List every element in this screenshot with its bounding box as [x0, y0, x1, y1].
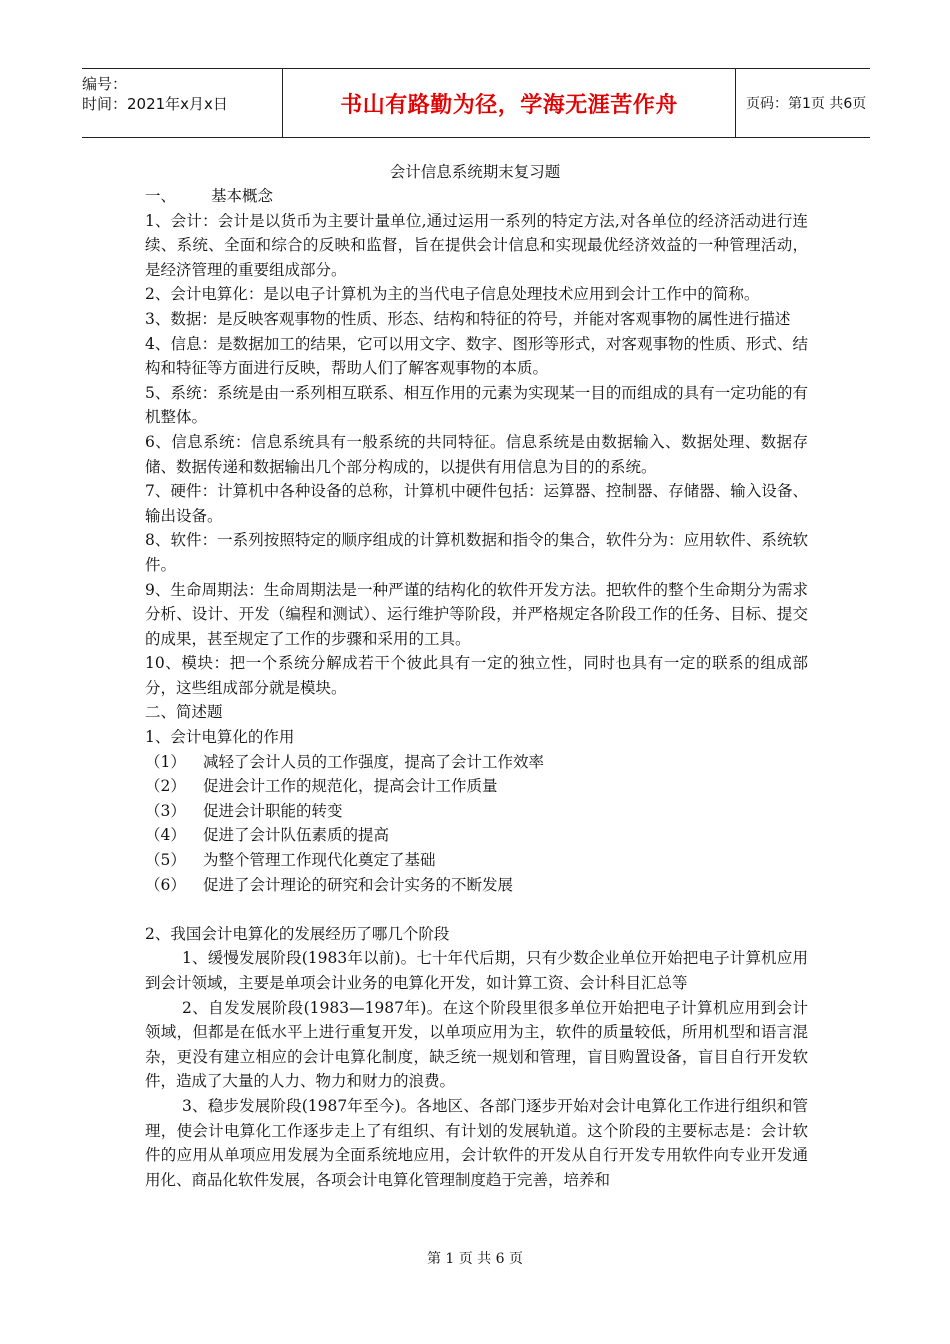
header-left-cell	[82, 69, 282, 137]
list-item-text: 减轻了会计人员的工作强度，提高了会计工作效率	[203, 752, 545, 771]
section-1-title: 基本概念	[211, 187, 274, 205]
list-item-number: （5）	[145, 851, 186, 870]
list-item-text: 促进了会计队伍素质的提高	[203, 826, 390, 845]
header-motto: 书山有路勤为径，学海无涯苦作舟	[282, 69, 736, 137]
concept-item: 9、生命周期法：生命周期法是一种严谨的结构化的软件开发方法。把软件的整个生命期分为需求分析、设计、开发（编程和测试）、运行维护等阶段，并严格规定各阶段工作的任务、目标、提交的成果，甚至规定了工作的步骤和采用的工具。	[145, 580, 808, 648]
stage-paragraph: 2、自发发展阶段(1983—1987年)。在这个阶段里很多单位开始把电子计算机应用到会计领域，但都是在低水平上进行重复开发，以单项应用为主，软件的质量较低，所用机型和语言混杂，更没有建立相应的会计电算化制度，缺乏统一规划和管理，盲目购置设备，盲目自行开发软件，造成了大量的人力、物力和财力的浪费。	[145, 998, 808, 1091]
header-page-label: 页码：第1页 共6页	[746, 96, 867, 112]
section-2-heading: 二、简述题	[145, 703, 223, 722]
list-item	[145, 848, 808, 873]
list-item	[145, 799, 808, 824]
page-header	[82, 68, 870, 138]
concept-item: 8、软件：一系列按照特定的顺序组成的计算机数据和指令的集合，软件分为：应用软件、系统软件。	[145, 531, 808, 574]
list-item-number: （3）	[145, 801, 186, 820]
blank-line	[145, 897, 808, 922]
concept-item: 6、信息系统：信息系统具有一般系统的共同特征。信息系统是由数据输入、数据处理、数据存储、数据传递和数据输出几个部分构成的，以提供有用信息为目的的系统。	[145, 432, 808, 476]
list-item-text: 为整个管理工作现代化奠定了基础	[203, 851, 436, 870]
concept-item: 2、会计电算化：是以电子计算机为主的当代电子信息处理技术应用到会计工作中的简称。	[145, 285, 760, 304]
list-item-text: 促进了会计理论的研究和会计实务的不断发展	[203, 875, 514, 894]
concept-item: 1、会计：会计是以货币为主要计量单位,通过运用一系列的特定方法,对各单位的经济活动进行连续、系统、全面和综合的反映和监督，旨在提供会计信息和实现最优经济效益的一种管理活动，是经济管理的重要组成部分。	[145, 211, 808, 279]
stage-paragraph: 1、缓慢发展阶段(1983年以前)。七十年代后期，只有少数企业单位开始把电子计算机应用到会计领域，主要是单项会计业务的电算化开发，如计算工资、会计科目汇总等	[145, 949, 808, 992]
list-item	[145, 873, 808, 898]
concept-item: 10、模块：把一个系统分解成若干个彼此具有一定的独立性，同时也具有一定的联系的组成部分，这些组成部分就是模块。	[145, 654, 808, 697]
list-item-number: （4）	[145, 826, 186, 845]
stage-paragraph: 3、稳步发展阶段(1987年至今)。各地区、各部门逐步开始对会计电算化工作进行组织和管理，使会计电算化工作逐步走上了有组织、有计划的发展轨道。这个阶段的主要标志是：会计软件的应用从单项应用发展为全面系统地应用，会计软件的开发从自行开发专用软件向专业开发通用化、商品化软件发展，各项会计电算化管理制度趋于完善，培养和	[145, 1096, 808, 1189]
document-title: 会计信息系统期末复习题	[389, 163, 561, 181]
list-item-number: （1）	[145, 752, 186, 771]
concept-item: 4、信息：是数据加工的结果，它可以用文字、数字、图形等形式，对客观事物的性质、形式、结构和特征等方面进行反映，帮助人们了解客观事物的本质。	[145, 334, 808, 378]
concept-item: 3、数据：是反映客观事物的性质、形态、结构和特征的符号，并能对客观事物的属性进行描述	[145, 309, 791, 328]
list-item-number: （2）	[145, 777, 186, 796]
document-number-label: 编号：	[82, 75, 128, 93]
section-1-number: 一、	[145, 187, 177, 205]
concept-item: 5、系统：系统是由一系列相互联系、相互作用的元素为实现某一目的而组成的具有一定功能的有机整体。	[145, 383, 808, 427]
list-item-text: 促进会计工作的规范化，提高会计工作质量	[203, 777, 498, 796]
concept-item: 7、硬件：计算机中各种设备的总称，计算机中硬件包括：运算器、控制器、存储器、输入设备、输出设备。	[145, 482, 808, 525]
document-body	[145, 184, 808, 1192]
question-2-title: 2、我国会计电算化的发展经历了哪几个阶段	[145, 924, 450, 943]
list-item	[145, 774, 808, 799]
section-1-heading	[145, 184, 808, 209]
document-time-label: 时间：2021年x月x日	[82, 95, 228, 113]
list-item-text: 促进会计职能的转变	[203, 801, 343, 820]
list-item-number: （6）	[145, 875, 186, 894]
page-footer: 第 1 页 共 6 页	[426, 1251, 524, 1267]
list-item	[145, 750, 808, 775]
list-item	[145, 823, 808, 848]
question-1-title: 1、会计电算化的作用	[145, 728, 295, 747]
